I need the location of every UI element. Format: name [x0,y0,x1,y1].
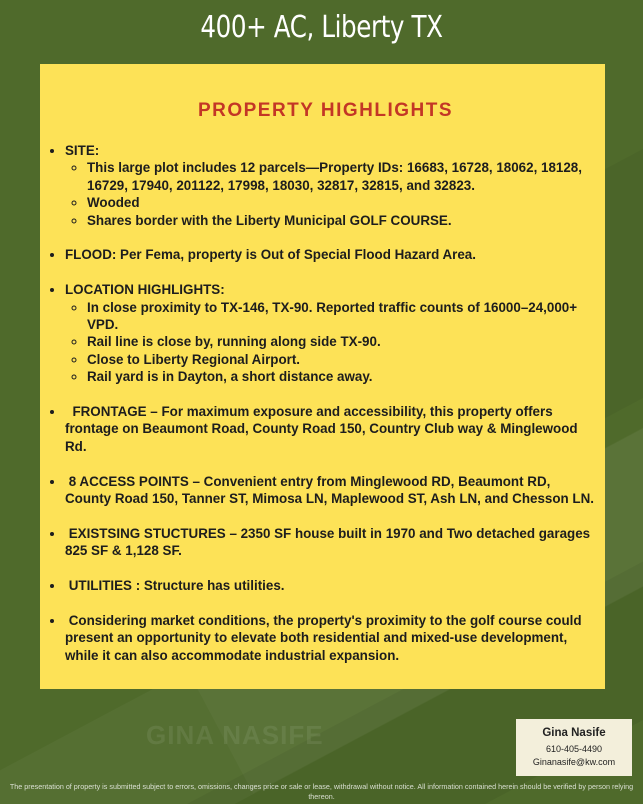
structures-item [65,525,599,560]
location-label: LOCATION HIGHLIGHTS: [65,282,225,298]
location-rail-yard: ◦ Rail yard is in Dayton, a short distance away. [87,368,599,385]
market-text: Considering market conditions, the property's proximity to the golf course could present an opportunity to elevate both residential and mixed-use development, while it can also accommodate industrial expansion. [65,612,582,663]
location-airport: ◦ Close to Liberty Regional Airport. [87,351,599,368]
frontage-item [65,403,599,455]
watermark: GINA NASIFE [146,720,324,750]
disclaimer: The presentation of property is submitted subject to errors, omissions, changes price or sale or lease, withdrawal without notice. All information contained herein should be verified by person relying thereon. [9,782,634,801]
site-sublist [65,159,599,229]
location-highways: ◦ In close proximity to TX-146, TX-90. Reported traffic counts of 16000–24,000+ VPD. [87,299,599,334]
site-label: SITE: [65,143,100,158]
contact-name: Gina Nasife [542,727,606,739]
site-wooded: ◦ Wooded [87,194,599,211]
location-item [65,281,599,385]
page-title: 400+ AC, Liberty TX [200,10,443,45]
access-points-text: 8 ACCESS POINTS – Convenient entry from Minglewood RD, Beaumont RD, County Road 150, Tanner ST, Mimosa LN, Maplewood ST, Ash LN, and Chesson LN. [65,473,594,507]
contact-phone[interactable]: 610-405-4490 [545,744,603,754]
location-rail-line: ◦ Rail line is close by, running along side TX-90. [87,333,599,350]
structures-text: EXISTSING STUCTURES – 2350 SF house built in 1970 and Two detached garages 825 SF & 1,128 SF. [65,525,591,559]
site-item [65,142,599,229]
utilities-text: UTILITIES : Structure has utilities. [68,578,285,594]
contact-email[interactable]: Ginanasife@kw.com [532,757,616,767]
market-item [65,612,599,664]
location-sublist [65,299,599,386]
flood-item: • FLOOD: Per Fema, property is Out of Special Flood Hazard Area. [65,246,599,263]
access-points-item [65,473,599,508]
highlights-panel [40,64,605,689]
utilities-item [65,577,599,594]
contact-card [516,719,632,776]
highlights-heading: PROPERTY HIGHLIGHTS [197,100,454,121]
site-parcels: ◦ This large plot includes 12 parcels—Property IDs: 16683, 16728, 18062, 18128, 16729, 17940, 201122, 17998, 18030, 32817, 32815, and 32823. [87,159,599,194]
frontage-text: FRONTAGE – For maximum exposure and accessibility, this property offers frontage on Beaumont Road, County Road 150, Country Club way & Minglewood Rd. [65,404,578,454]
highlights-list [52,142,599,664]
site-golf-border: ◦ Shares border with the Liberty Municipal GOLF COURSE. [87,212,599,229]
